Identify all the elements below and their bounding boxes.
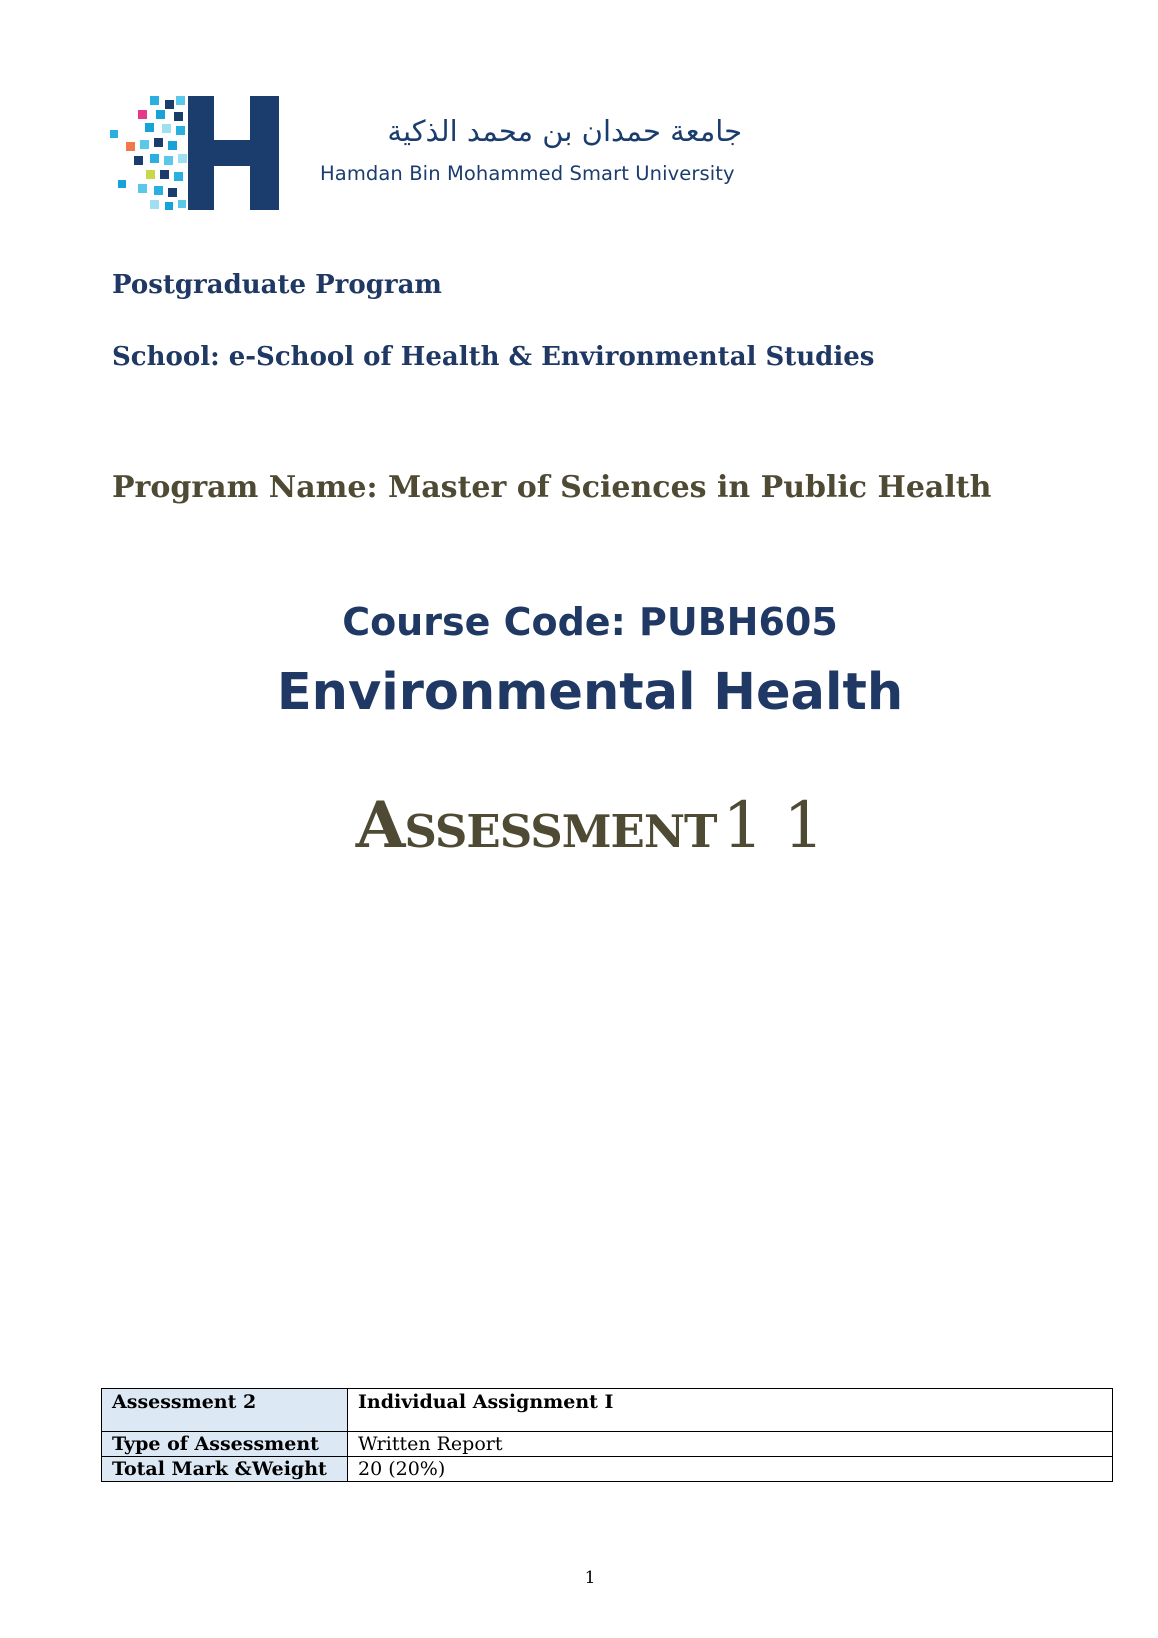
assessment-word: Assessment xyxy=(355,788,717,863)
row-value: Written Report xyxy=(348,1432,1113,1457)
school-heading: School: e-School of Health & Environmental Studies xyxy=(112,342,875,372)
logo-arabic-name: جامعة حمدان بن محمد الذكية xyxy=(387,114,742,148)
university-logo xyxy=(110,96,750,220)
assessment-number: 1 1 xyxy=(722,789,825,863)
table-row xyxy=(102,1432,1113,1457)
program-name-heading: Program Name: Master of Sciences in Public Health xyxy=(112,470,992,505)
assessment-info-table xyxy=(101,1388,1113,1482)
row-label: Assessment 2 xyxy=(102,1389,348,1432)
row-value: 20 (20%) xyxy=(348,1457,1113,1482)
assessment-heading xyxy=(0,788,1158,863)
program-level-heading: Postgraduate Program xyxy=(112,270,442,300)
course-title: Environmental Health xyxy=(276,663,904,722)
row-label: Type of Assessment xyxy=(102,1432,348,1457)
course-code: Course Code: PUBH605 xyxy=(342,600,838,644)
table-row xyxy=(102,1389,1113,1432)
page-number: 1 xyxy=(584,1568,596,1588)
logo-english-name: Hamdan Bin Mohammed Smart University xyxy=(320,162,735,185)
pixel-h-logo-icon xyxy=(110,96,310,220)
table-row xyxy=(102,1457,1113,1482)
row-label: Total Mark &Weight xyxy=(102,1457,348,1482)
row-value: Individual Assignment I xyxy=(348,1389,1113,1432)
